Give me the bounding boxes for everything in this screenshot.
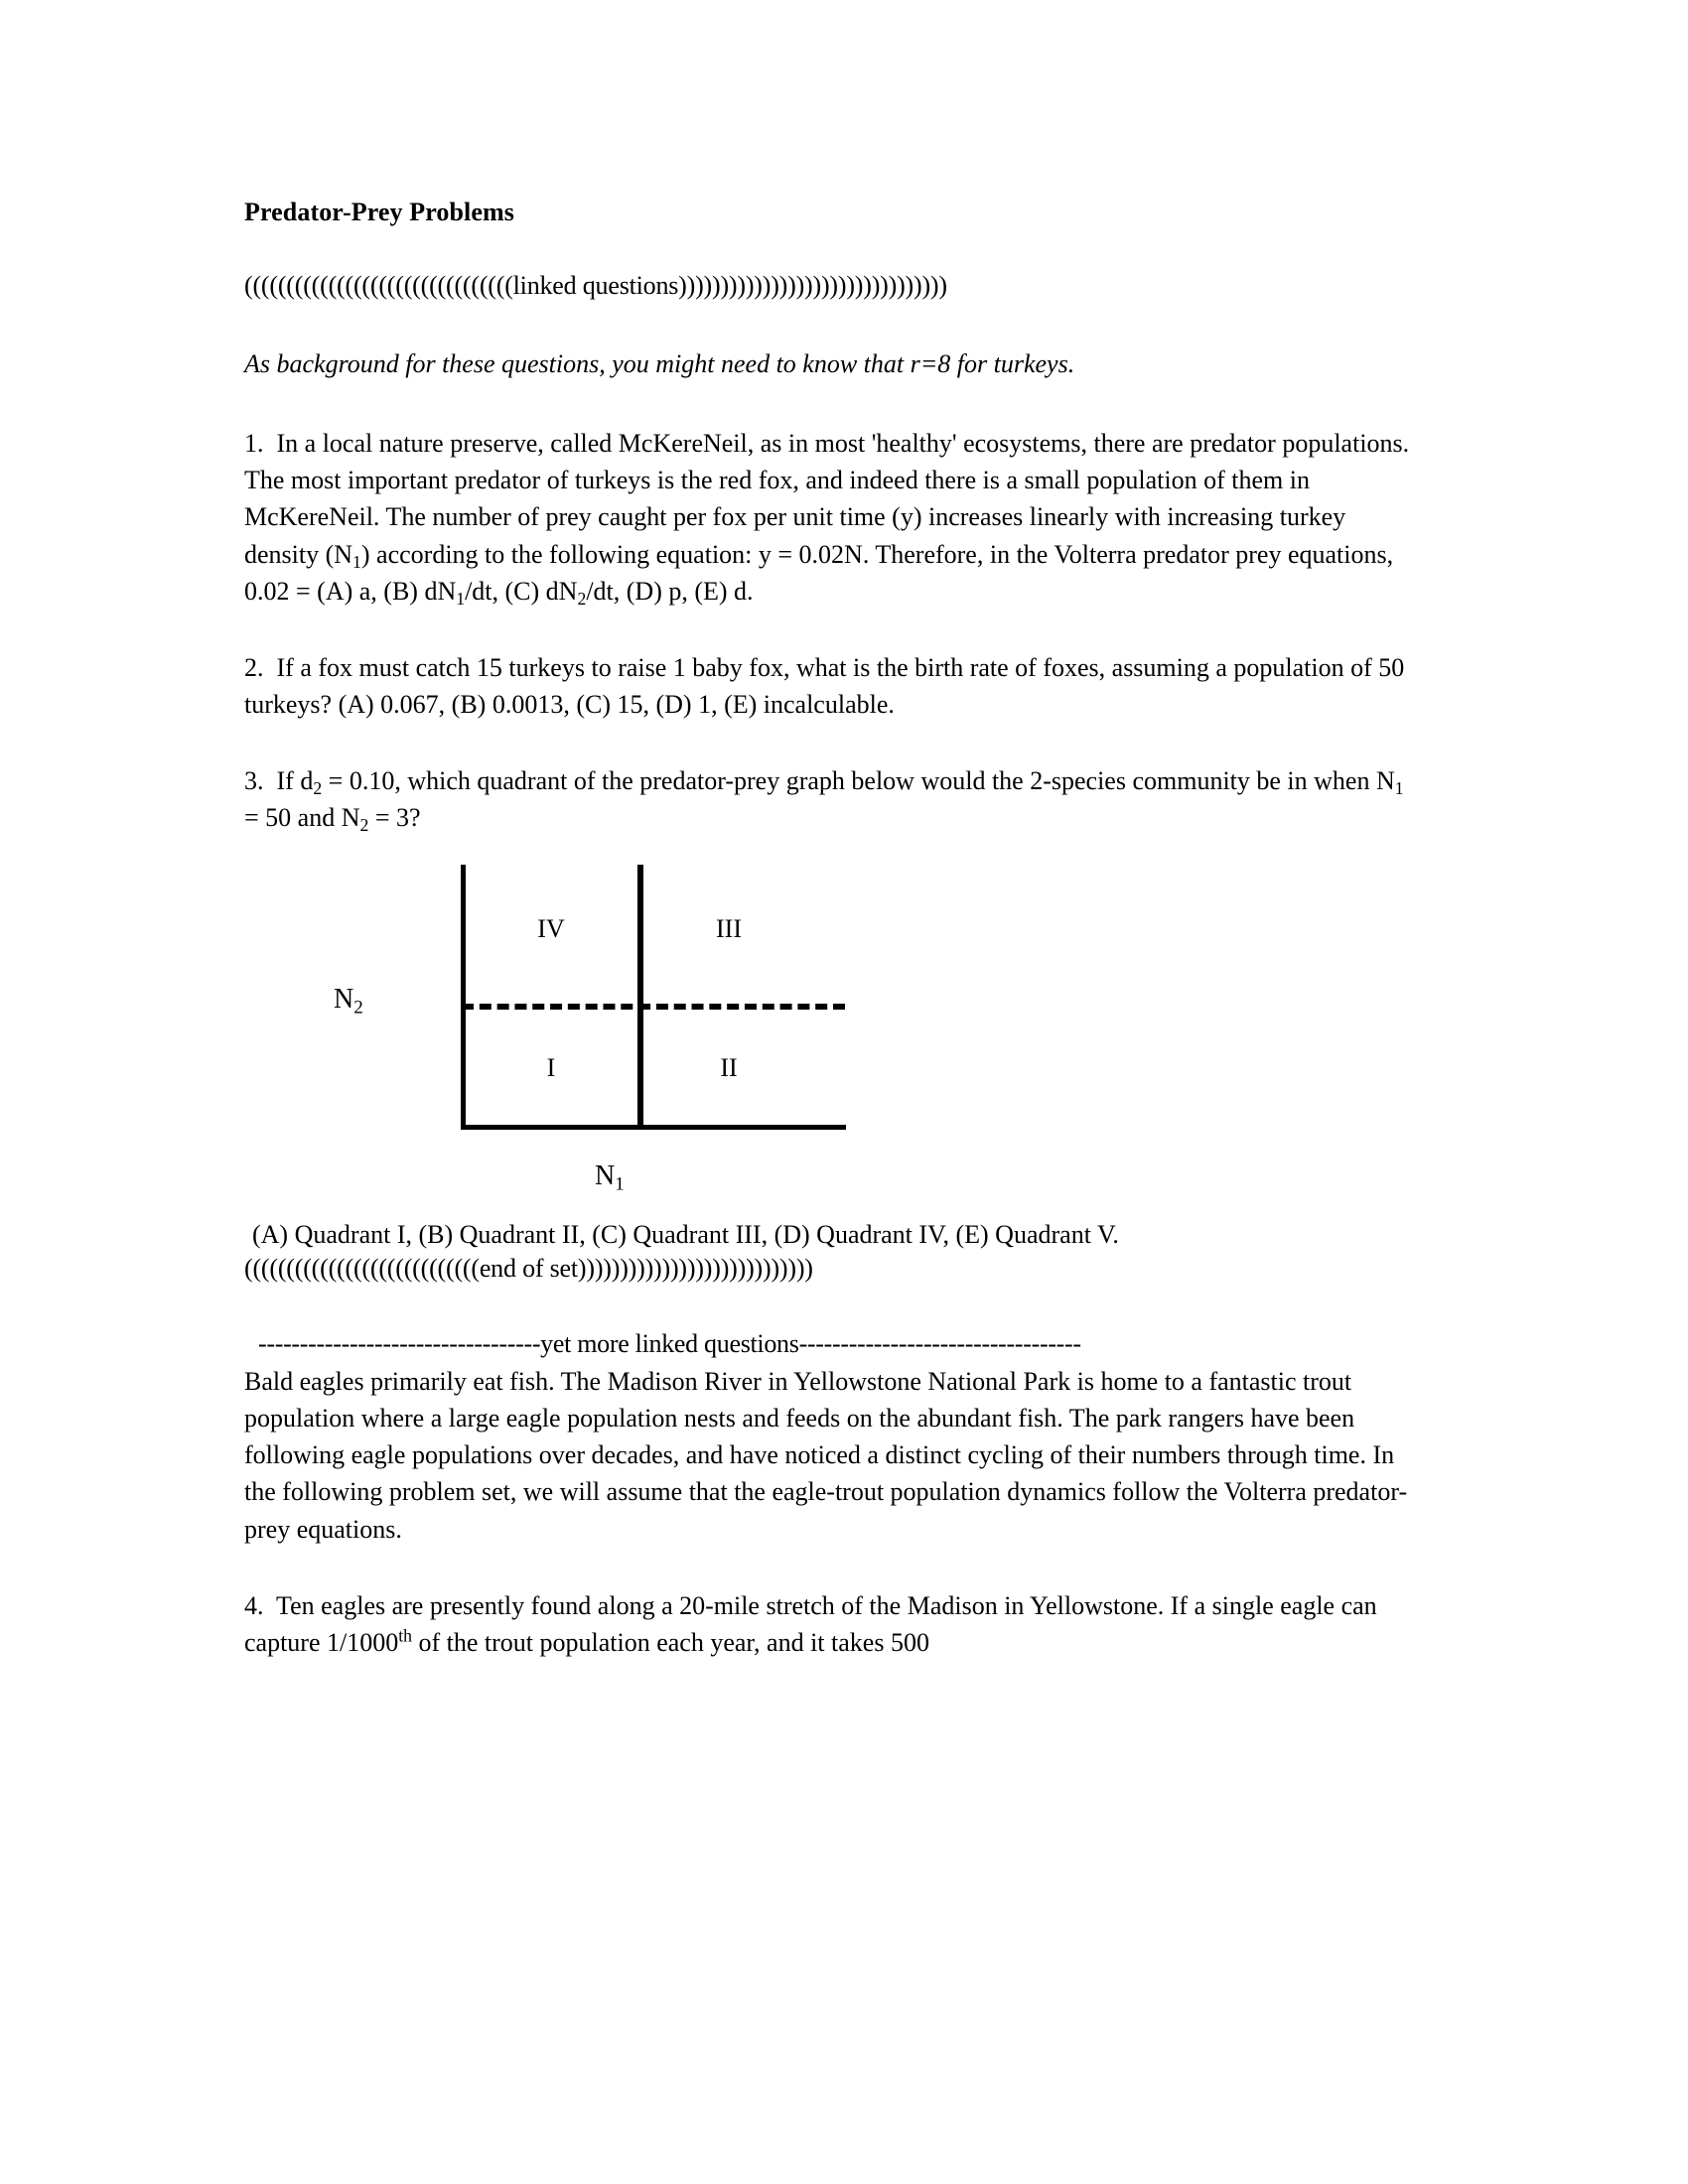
question-3-text-c: = 50 and N xyxy=(244,803,360,833)
quadrant-label-i: I xyxy=(546,1052,556,1082)
question-4 xyxy=(244,1587,1416,1661)
end-of-set-banner: ((((((((((((((((((((((((((((end of set)))))))))))))))))))))))))))) xyxy=(244,1253,813,1283)
vertical-isocline-line xyxy=(637,865,643,1130)
question-1-sub-3: 2 xyxy=(577,588,587,609)
figure-container xyxy=(244,865,1416,1217)
y-axis-line xyxy=(461,865,466,1130)
question-3 xyxy=(244,762,1416,836)
yet-more-linked-questions-separator: ----------------------------------yet more linked questions---------------------------------- xyxy=(258,1329,1081,1359)
question-3-sub-2: 1 xyxy=(1394,778,1404,799)
quadrant-label-iv: IV xyxy=(537,913,565,943)
x-axis-label xyxy=(595,1160,625,1194)
horizontal-isocline-dashed-line xyxy=(462,1004,845,1010)
question-4-text-b: of the trout population each year, and it takes 500 xyxy=(411,1627,929,1657)
question-3-sub-1: 2 xyxy=(313,778,323,799)
question-1-sub-2: 1 xyxy=(456,588,466,609)
x-axis-line xyxy=(461,1125,846,1130)
question-2-text: If a fox must catch 15 turkeys to raise 1 baby fox, what is the birth rate of foxes, assuming a population of 50 turkeys? (A) 0.067, (B) 0.0013, (C) 15, (D) 1, (E) incalculable. xyxy=(244,652,1405,720)
question-1-text-c: /dt, (C) dN xyxy=(465,576,578,606)
predator-prey-quadrant-graph xyxy=(322,865,788,1194)
question-3-text-a: If d xyxy=(276,766,314,796)
question-4-superscript: th xyxy=(398,1625,412,1646)
question-3-text-d: = 3? xyxy=(368,803,421,833)
question-1-text-d: /dt, (D) p, (E) d. xyxy=(586,576,754,606)
document-content xyxy=(244,195,1416,1661)
question-4-text-a: Ten eagles are presently found along a 20-mile stretch of the Madison in Yellowstone. If a single eagle can capture 1/1000 xyxy=(244,1590,1377,1657)
background-note: As background for these questions, you might need to know that r=8 for turkeys. xyxy=(244,348,1075,378)
question-1-sub-1: 1 xyxy=(352,551,361,572)
y-axis-label xyxy=(334,983,363,1018)
question-1-text-b: ) according to the following equation: y = 0.02N. Therefore, in the Volterra predator prey equations, 0.02 = (A) a, (B) dN xyxy=(244,539,1394,606)
page-title: Predator-Prey Problems xyxy=(244,198,514,226)
y-axis-label-text: N xyxy=(334,983,354,1015)
x-axis-label-subscript: 1 xyxy=(615,1172,625,1194)
question-2-number: 2. xyxy=(244,652,264,682)
eagle-background-paragraph: Bald eagles primarily eat fish. The Madison River in Yellowstone National Park is home to a fantastic trout population where a large eagle population nests and feeds on the abundant fish. The park rangers have been following eagle populations over decades, and have noticed a distinct cycling of their numbers through time. In the following problem set, we will assume that the eagle-trout population dynamics follow the Volterra predator-prey equations. xyxy=(244,1366,1408,1544)
question-3-answer-options: (A) Quadrant I, (B) Quadrant II, (C) Quadrant III, (D) Quadrant IV, (E) Quadrant V. xyxy=(252,1219,1119,1249)
question-1-text-a: In a local nature preserve, called McKereNeil, as in most 'healthy' ecosystems, there are predator populations. The most important predator of turkeys is the red fox, and indeed there is a small population of them in McKereNeil. The number of prey caught per fox per unit time (y) increases linearly with increasing turkey density (N xyxy=(244,428,1410,569)
question-1 xyxy=(244,425,1416,610)
quadrant-label-ii: II xyxy=(720,1052,738,1082)
question-3-number: 3. xyxy=(244,766,264,796)
question-1-number: 1. xyxy=(244,428,264,458)
quadrant-label-iii: III xyxy=(716,913,742,943)
x-axis-label-text: N xyxy=(595,1160,616,1191)
question-4-number: 4. xyxy=(244,1590,264,1620)
question-2 xyxy=(244,649,1416,723)
question-3-text-b: = 0.10, which quadrant of the predator-prey graph below would the 2-species community be in when N xyxy=(322,766,1395,796)
linked-questions-banner: ((((((((((((((((((((((((((((((((linked questions)))))))))))))))))))))))))))))))) xyxy=(244,271,947,301)
y-axis-label-subscript: 2 xyxy=(353,996,363,1018)
question-3-sub-3: 2 xyxy=(359,815,369,836)
